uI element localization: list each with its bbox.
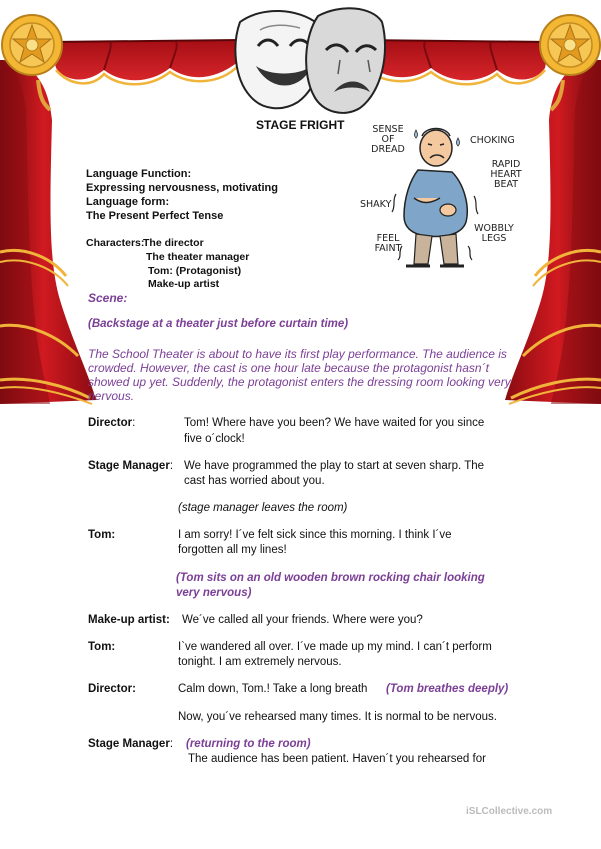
label-sense-of-dread: SENSE OF DREAD xyxy=(371,124,405,155)
speaker-stage-manager: Stage Manager: xyxy=(88,738,174,750)
dialogue-line: cast has worried about you. xyxy=(184,475,325,487)
speaker-director: Director: xyxy=(88,683,136,695)
dialogue-line: tonight. I am extremely nervous. xyxy=(178,656,342,668)
stage-direction: (returning to the room) xyxy=(186,738,311,750)
dialogue-line: The audience has been patient. Haven´t you rehearsed for xyxy=(188,753,486,765)
watermark: iSLCollective.com xyxy=(466,806,553,817)
speaker-stage-manager: Stage Manager: xyxy=(88,460,174,472)
dialogue-line: Calm down, Tom.! Take a long breath xyxy=(178,683,368,695)
left-rosette-ornament xyxy=(2,15,62,75)
dialogue-line: Now, you´ve rehearsed many times. It is normal to be nervous. xyxy=(178,711,497,723)
speaker-director: Director: xyxy=(88,417,136,429)
dialogue-line: I`ve wandered all over. I´ve made up my mind. I can´t perform xyxy=(178,641,492,653)
dialogue-line: Tom! Where have you been? We have waited for you since xyxy=(184,417,485,429)
top-valance-left xyxy=(50,40,240,84)
label-rapid-heartbeat: RAPID HEART BEAT xyxy=(490,159,522,190)
stage-direction: very nervous) xyxy=(176,587,252,599)
dialogue-line: We have programmed the play to start at seven sharp. The xyxy=(184,460,485,472)
language-function-label: Language Function: xyxy=(86,168,192,180)
scene-label: Scene: xyxy=(88,291,128,305)
label-shaky: SHAKY xyxy=(360,199,392,210)
scene-description: The School Theater is about to have its first play performance. The audience is crowded. However, the cast is one hour late because the protagonist hasn´t showed up yet. Suddenly, the protagonist enters the dressing room looking very nervous. xyxy=(88,347,511,403)
scene-setting: (Backstage at a theater just before curtain time) xyxy=(88,318,349,330)
character-item: Make-up artist xyxy=(148,278,220,290)
characters-label: Characters: xyxy=(86,237,145,249)
stage-direction: (stage manager leaves the room) xyxy=(178,502,348,514)
language-form-value: The Present Perfect Tense xyxy=(86,210,224,222)
stage-direction: (Tom breathes deeply) xyxy=(386,683,509,695)
character-item: The theater manager xyxy=(146,251,250,263)
label-choking: CHOKING xyxy=(470,135,515,146)
character-item: Tom: (Protagonist) xyxy=(148,265,242,277)
label-feel-faint: FEEL FAINT xyxy=(374,233,402,254)
speaker-makeup-artist: Make-up artist: xyxy=(88,614,170,626)
language-function-value: Expressing nervousness, motivating xyxy=(86,182,278,194)
stage-direction: (Tom sits on an old wooden brown rocking chair looking xyxy=(176,572,485,584)
left-curtain xyxy=(0,60,96,404)
dialogue-line: I am sorry! I´ve felt sick since this morning. I think I´ve xyxy=(178,529,452,541)
speaker-tom: Tom: xyxy=(88,529,116,541)
label-wobbly-legs: WOBBLY LEGS xyxy=(474,223,514,244)
dialogue-line: five o´clock! xyxy=(184,433,245,445)
dialogue-line: forgotten all my lines! xyxy=(178,544,287,556)
tragedy-mask-icon xyxy=(306,8,385,113)
character-item: The director xyxy=(143,237,204,249)
dialogue-line: We´ve called all your friends. Where were you? xyxy=(182,614,423,626)
language-form-label: Language form: xyxy=(86,196,170,208)
speaker-tom: Tom: xyxy=(88,641,116,653)
top-valance-right xyxy=(360,40,550,84)
page-title: STAGE FRIGHT xyxy=(256,118,345,132)
right-rosette-ornament xyxy=(540,15,600,75)
